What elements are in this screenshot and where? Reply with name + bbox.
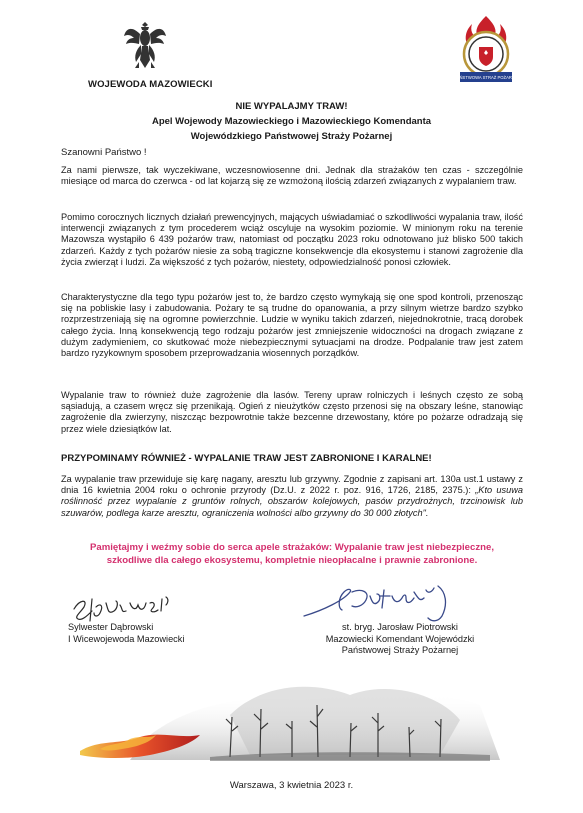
- place-and-date: Warszawa, 3 kwietnia 2023 r.: [229, 780, 354, 791]
- appeal-block: [61, 541, 523, 567]
- fire-service-badge-icon: [448, 14, 524, 88]
- law-quote: „Kto usuwa roślinność przez wypalanie z gruntów rolnych, obszarów kolejowych, pasów przydrożnych, trzcinowisk lub szuwarów, podlega karze aresztu, ograniczenia wolności albo grzywny do 30 000 złotych".: [61, 485, 523, 518]
- greeting: Szanowni Państwo !: [61, 147, 147, 158]
- signatory-left: [68, 622, 184, 645]
- appeal-line-1: Pamiętajmy i weźmy sobie do serca apele strażaków: Wypalanie traw jest niebezpieczne,: [90, 542, 494, 553]
- signature-left-image: [66, 591, 196, 625]
- paragraph-penalties: [61, 474, 523, 519]
- polish-eagle-emblem-icon: [122, 18, 168, 72]
- appeal-line-2: szkodliwe dla całego ekosystemu, kompletnie nieopłacalne i prawnie zabronione.: [106, 555, 478, 566]
- letter-title: NIE WYPALAJMY TRAW!: [235, 101, 348, 112]
- paragraph-forests: Wypalanie traw to również duże zagrożenie dla lasów. Tereny upraw rolniczych i leśnych często ze sobą sąsiadują, a czasem wręcz się przenikają. Ogień z nieużytków często przenosi się na obszary leśne, stanowiąc zagrożenie dla zwierzyny, niszcząc bezpowrotnie także bezcenne drzewostany, które po pożarze odradzają się przez wiele dziesiątków lat.: [61, 390, 523, 434]
- penalties-text: Za wypalanie traw przewiduje się karę nagany, aresztu lub grzywny. Zgodnie z zapisani art. 130a ust.1 ustawy z dnia 16 kwietnia 2004 roku o ochronie przyrody (Dz.U. z 2022 r. poz. 916, 1726, 2185, 2375.):: [61, 474, 523, 496]
- signatory-right-name: st. bryg. Jarosław Piotrowski: [342, 622, 458, 632]
- signatory-left-name: Sylwester Dąbrowski: [68, 622, 154, 632]
- burning-grass-illustration: [60, 665, 530, 770]
- signatory-right: [290, 622, 510, 657]
- reminder-heading: PRZYPOMINAMY RÓWNIEŻ - WYPALANIE TRAW JEST ZABRONIONE I KARALNE!: [61, 453, 432, 464]
- paragraph-consequences: Charakterystyczne dla tego typu pożarów jest to, że bardzo często wymykają się one spod kontroli, przenosząc się na pobliskie lasy i zabudowania. Pożary te są trudne do opanowania, a przy silnym wietrze bardzo szybko rozprzestrzeniają się na ogromne powierzchnie. Ludzie w wyniku takich zdarzeń, niejednokrotnie, tracą dorobek całego życia. Inną konsekwencją tego rodzaju pożarów jest zmniejszenie widoczności na drogach związane z dużym zadymieniem, co skutkować może niebezpiecznymi sytuacjami na drodze. Podpalanie traw jest zatem bardzo ryzykownym sposobem przeprowadzania wiosennych porządków.: [61, 292, 523, 359]
- letter-subtitle-1: Apel Wojewody Mazowieckiego i Mazowieckiego Komendanta: [151, 116, 432, 127]
- paragraph-statistics: Pomimo corocznych licznych działań prewencyjnych, mających uświadamiać o szkodliwości wypalania traw, ilość interwencji związanych z tym procederem wciąż oscyluje na wysokim poziomie. W minionym roku na terenie Mazowsza wystąpiło 6 439 pożarów traw, natomiast od początku 2023 roku odnotowano już blisko 500 takich zdarzeń. Każdy z tych pożarów niesie za sobą tragiczne konsekwencje dla ekosystemu i stanowi zagrożenie dla życia zwierząt i ludzi. Za większość z tych pożarów, niestety, odpowiedzialność ponosi człowiek.: [61, 212, 523, 267]
- signature-right-image: [300, 582, 468, 624]
- letter-subtitle-2: Wojewódzkiego Państwowej Straży Pożarnej: [190, 131, 393, 142]
- signatory-right-role-2: Państwowej Straży Pożarnej: [341, 645, 459, 655]
- fire-service-badge-text: PAŃSTWOWA STRAŻ POŻARNA: [454, 75, 518, 80]
- paragraph-intro: Za nami pierwsze, tak wyczekiwane, wczesnowiosenne dni. Jednak dla strażaków ten czas - szczególnie miesiące od marca do czerwca - od lat kojarzą się ze wzmożoną ilością zdarzeń związanych z wypalaniem traw.: [61, 165, 523, 187]
- signatory-right-role-1: Mazowiecki Komendant Wojewódzki: [325, 633, 475, 644]
- signatory-left-role: I Wicewojewoda Mazowiecki: [68, 633, 185, 644]
- organization-name: WOJEWODA MAZOWIECKI: [88, 79, 213, 90]
